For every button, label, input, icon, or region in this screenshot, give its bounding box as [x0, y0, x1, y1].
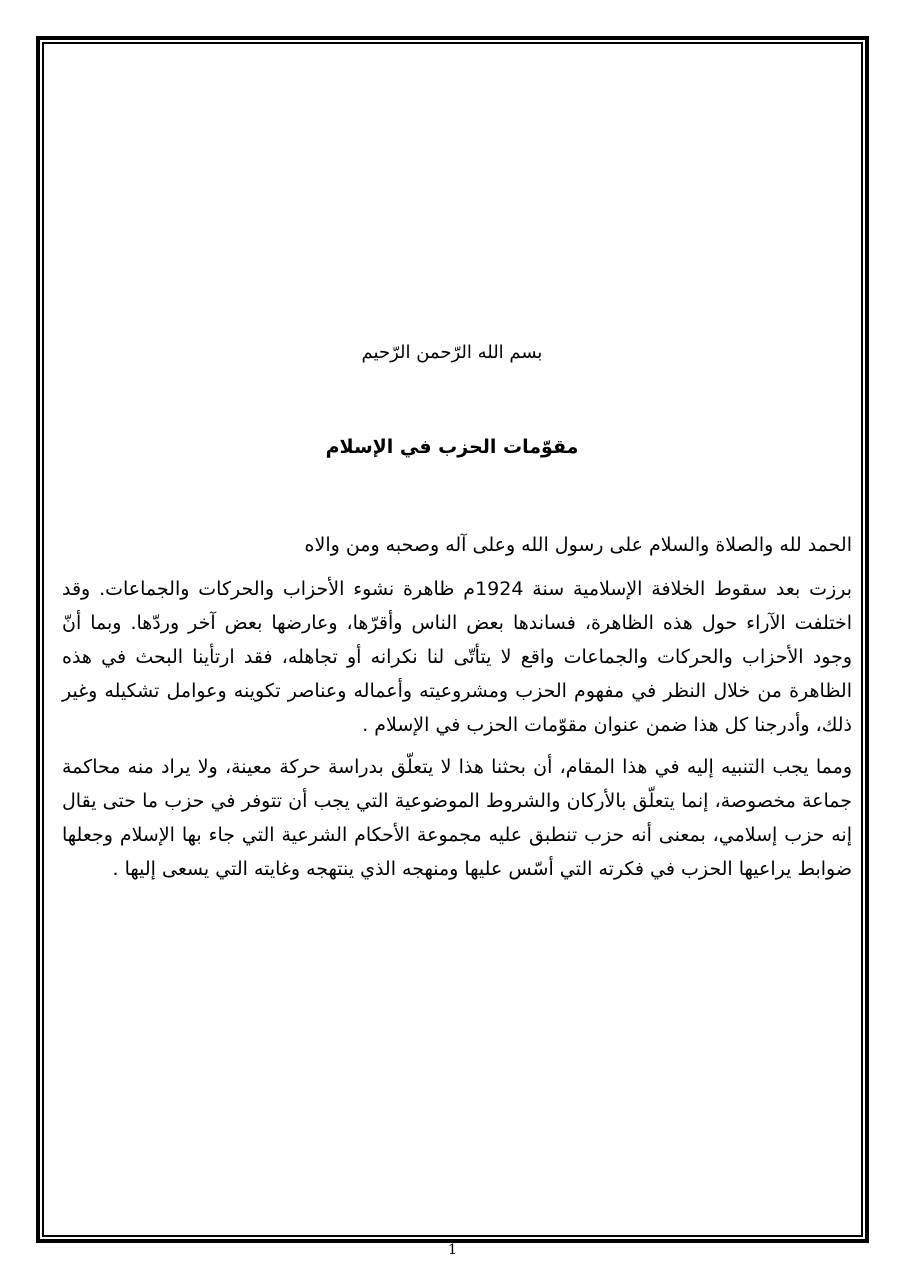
note-paragraph: ومما يجب التنبيه إليه في هذا المقام، أن بحثنا هذا لا يتعلّق بدراسة حركة معينة، ولا يراد منه محاكمة جماعة مخصوصة، إنما يتعلّق بالأركان والشروط الموضوعية التي يجب أن تتوفر في حزب ما حتى يقال إنه حزب إسلامي، بمعنى أنه حزب تنطبق عليه مجموعة الأحكام الشرعية التي جاء بها الإسلام وجعلها ضوابط يراعيها الحزب في فكرته التي أسّس عليها ومنهجه الذي ينتهجه وغايته التي يسعى إليها . — [62, 756, 852, 880]
page-number: 1 — [448, 1242, 457, 1258]
basmala: بسم الله الرّحمن الرّحيم — [361, 342, 543, 363]
intro-paragraph: برزت بعد سقوط الخلافة الإسلامية سنة 1924م ظاهرة نشوء الأحزاب والحركات والجماعات. وقد اختلفت الآراء حول هذه الظاهرة، فساندها بعض الناس وأقرّها، وعارضها بعض آخر وردّها. وبما أنّ وجود الأحزاب والحركات والجماعات واقع لا يتأتّى لنا نكرانه أو تجاهله، فقد ارتأينا البحث في هذه الظاهرة من خلال النظر في مفهوم الحزب ومشروعيته وأعماله وعناصر تكوينه وعوامل تشكيله وغير ذلك، وأدرجنا كل هذا ضمن عنوان مقوّمات الحزب في الإسلام . — [62, 578, 852, 736]
greeting-paragraph: الحمد لله والصلاة والسلام على رسول الله وعلى آله وصحبه ومن والاه — [304, 534, 852, 556]
document-title: مقوّمات الحزب في الإسلام — [325, 436, 579, 458]
